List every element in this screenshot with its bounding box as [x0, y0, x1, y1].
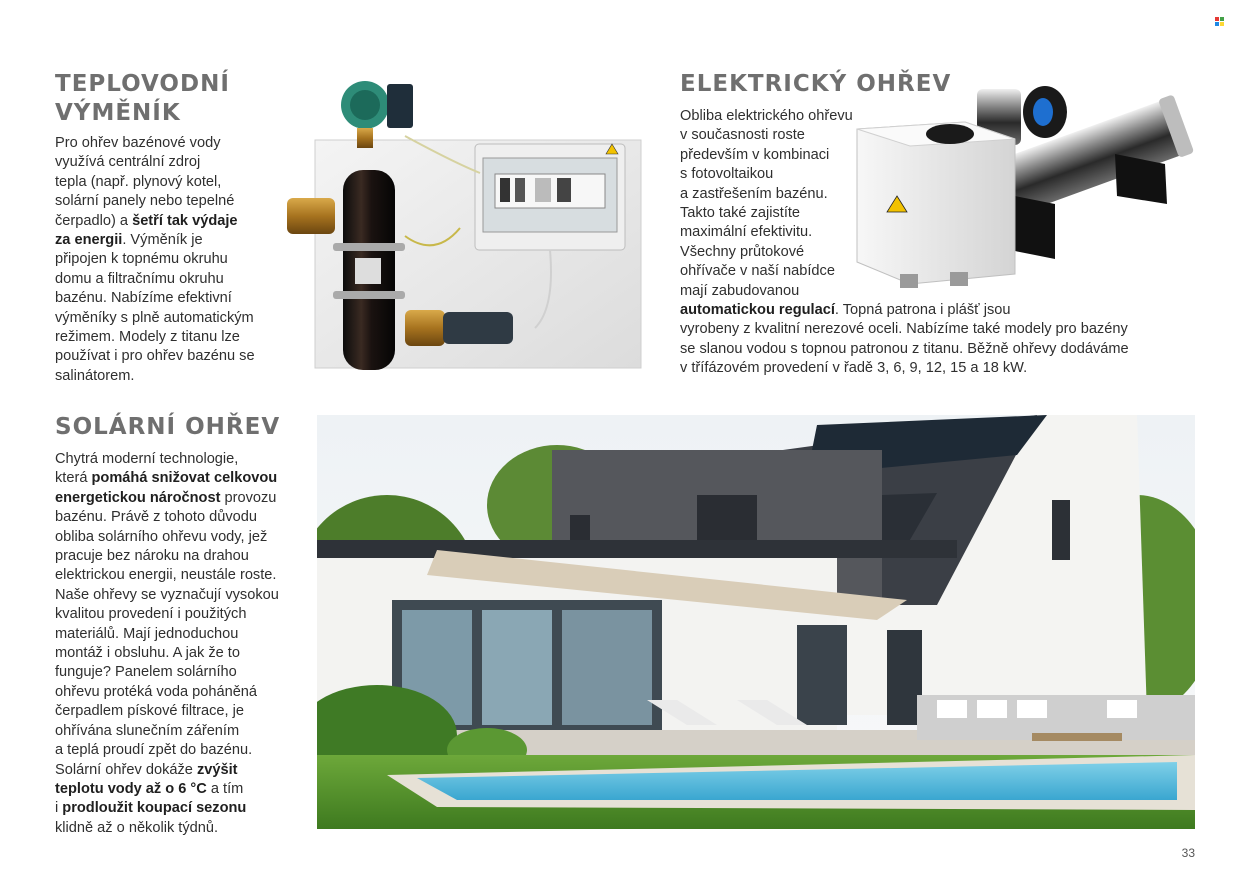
text-line: i	[55, 800, 63, 817]
text-line: . Topná patrona i plášť jsou	[834, 302, 1011, 319]
heat-exchanger-title	[55, 70, 230, 128]
text-line: používat i pro ohřev bazénu se	[55, 348, 255, 365]
page-number: 33	[1181, 846, 1195, 860]
text-line: s fotovoltaikou	[680, 166, 774, 183]
text-line: Takto také zajistíte	[680, 205, 801, 222]
text-line: bazénu. Nabízíme efektivní	[55, 290, 232, 307]
text-line: a zastřešením bazénu.	[680, 185, 828, 202]
text-line: ohřevu protéká voda poháněná	[55, 683, 258, 700]
text-line: montáž i obsluhu. A jak že to	[55, 645, 240, 662]
solar-heating-title: SOLÁRNÍ OHŘEV	[55, 414, 281, 440]
heat-exchanger-title-line1: TEPLOVODNÍ	[55, 71, 230, 97]
text-line: čerpadlem pískové filtrace, je	[55, 703, 244, 720]
text-line: obliba solárního ohřevu vody, jež	[55, 528, 268, 545]
text-line: především v kombinaci	[680, 146, 830, 163]
text-line: mají zabudovanou	[680, 282, 800, 299]
text-line: funguje? Panelem solárního	[55, 664, 237, 681]
text-line: ohřívána slunečním zářením	[55, 722, 240, 739]
bold-text: teplotu vody až o 6 °C	[55, 780, 207, 797]
text-line: v současnosti roste	[680, 127, 805, 144]
bold-text: prodloužit koupací sezonu	[62, 800, 247, 817]
brand-logo-icon	[1215, 17, 1224, 26]
text-line: Chytrá moderní technologie,	[55, 451, 239, 467]
text-line: režimem. Modely z titanu lze	[55, 329, 240, 346]
text-line: maximální efektivitu.	[680, 224, 813, 241]
text-line: využívá centrální zdroj	[55, 154, 201, 171]
text-line: vyrobeny z kvalitní nerezové oceli. Nabízíme také modely pro bazény	[680, 321, 1128, 338]
bold-text: pomáhá snižovat celkovou	[91, 470, 278, 487]
text-line: čerpadlo) a	[55, 212, 133, 229]
heat-exchanger-image	[285, 78, 647, 388]
text-line: se slanou vodou s topnou patronou z titanu. Běžně ohřevy dodáváme	[680, 340, 1129, 357]
text-line: připojen k topnému okruhu	[55, 251, 228, 268]
text-line: provozu	[220, 489, 277, 506]
electric-heating-title: ELEKTRICKÝ OHŘEV	[680, 71, 952, 97]
text-line: . Výměník je	[122, 232, 203, 249]
heat-exchanger-title-line2: VÝMĚNÍK	[55, 100, 181, 126]
text-line: domu a filtračnímu okruhu	[55, 270, 224, 287]
bold-text: za energii	[55, 232, 123, 249]
text-line: salinátorem.	[55, 367, 135, 384]
text-line: tepla (např. plynový kotel,	[55, 173, 222, 190]
heat-exchanger-text	[55, 134, 255, 386]
bold-text: zvýšit	[196, 761, 238, 778]
text-line: Solární ohřev dokáže	[55, 761, 197, 778]
text-line: materiálů. Mají jednoduchou	[55, 625, 239, 642]
text-line: solární panely nebo tepelné	[55, 193, 235, 210]
text-line: Naše ohřevy se vyznačují vysokou	[55, 586, 279, 603]
electric-heater-image	[855, 84, 1197, 292]
text-line: Pro ohřev bazénové vody	[55, 135, 221, 151]
text-line: pracuje bez nároku na drahou	[55, 548, 249, 565]
text-line: Všechny průtokové	[680, 243, 805, 260]
house-pool-photo	[317, 415, 1195, 829]
bold-text: energetickou náročnost	[55, 489, 221, 506]
text-line: v třífázovém provedení v řadě 3, 6, 9, 12, 15 a 18 kW.	[680, 360, 1028, 377]
text-line: a tím	[206, 780, 244, 797]
text-line: Obliba elektrického ohřevu	[680, 108, 853, 124]
text-line: klidně až o několik týdnů.	[55, 819, 219, 836]
text-line: a teplá proudí zpět do bazénu.	[55, 742, 253, 759]
bold-text: automatickou regulací	[680, 302, 835, 319]
solar-heating-text	[55, 450, 279, 838]
text-line: kvalitou provedení i použitých	[55, 606, 247, 623]
text-line: která	[55, 470, 92, 487]
text-line: výměníky s plně automatickým	[55, 309, 254, 326]
text-line: ohřívače v naší nabídce	[680, 263, 835, 280]
bold-text: šetří tak výdaje	[132, 212, 238, 229]
text-line: elektrickou energii, neustále roste.	[55, 567, 277, 584]
text-line: bazénu. Právě z tohoto důvodu	[55, 509, 258, 526]
